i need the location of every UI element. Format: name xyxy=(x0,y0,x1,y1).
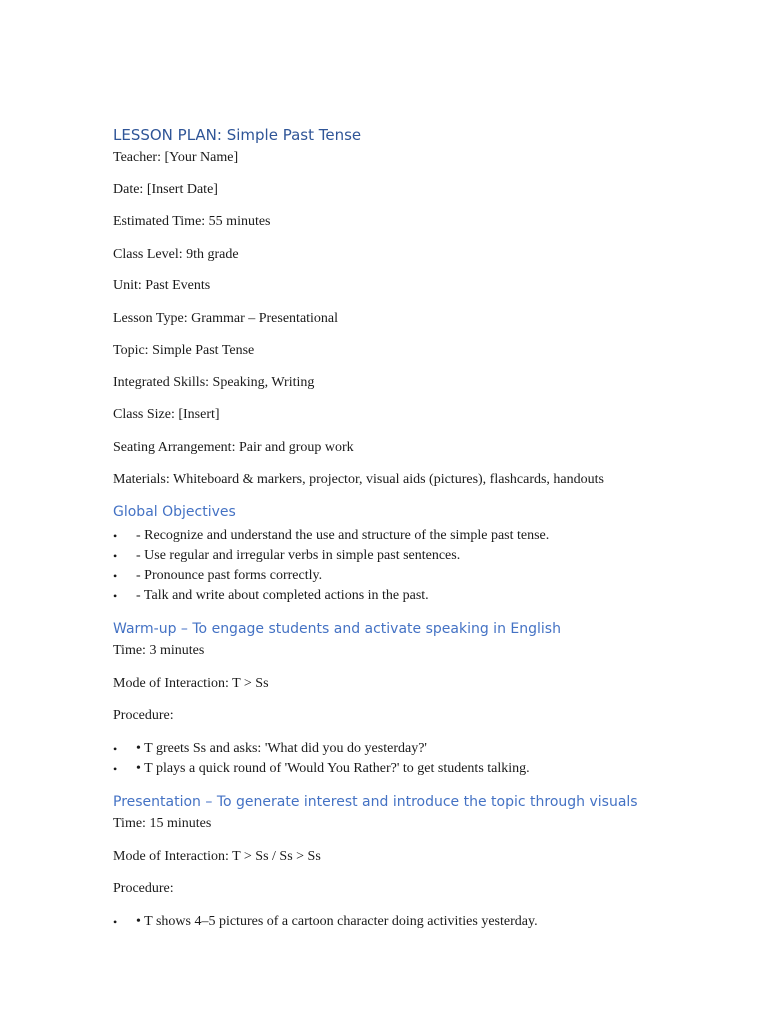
list-item-text: - Recognize and understand the use and structure of the simple past tense. xyxy=(136,528,550,543)
warmup-mode-line: Mode of Interaction: T > Ss xyxy=(113,676,269,691)
bullet-icon: • xyxy=(113,915,118,929)
list-item-text: • T plays a quick round of 'Would You Rather?' to get students talking. xyxy=(136,761,530,776)
materials-line: Materials: Whiteboard & markers, projector, visual aids (pictures), flashcards, handouts xyxy=(113,472,604,487)
list-item-text: - Use regular and irregular verbs in simple past sentences. xyxy=(136,548,461,563)
unit-line: Unit: Past Events xyxy=(113,278,211,293)
warmup-time-line: Time: 3 minutes xyxy=(113,643,205,658)
level-line: Class Level: 9th grade xyxy=(113,247,239,262)
class-size-line: Class Size: [Insert] xyxy=(113,407,220,422)
time-line: Estimated Time: 55 minutes xyxy=(113,214,271,229)
teacher-line: Teacher: [Your Name] xyxy=(113,150,239,165)
warmup-heading: Warm-up – To engage students and activate speaking in English xyxy=(113,621,561,637)
skills-line: Integrated Skills: Speaking, Writing xyxy=(113,375,315,390)
list-item-text: • T greets Ss and asks: 'What did you do yesterday?' xyxy=(136,741,427,756)
seating-line: Seating Arrangement: Pair and group work xyxy=(113,440,354,455)
bullet-icon: • xyxy=(113,529,118,543)
presentation-procedure-label: Procedure: xyxy=(113,881,174,896)
warmup-procedure-label: Procedure: xyxy=(113,708,174,723)
topic-line: Topic: Simple Past Tense xyxy=(113,343,255,358)
page-title: LESSON PLAN: Simple Past Tense xyxy=(113,126,362,144)
objectives-heading: Global Objectives xyxy=(113,504,236,520)
list-item-text: - Pronounce past forms correctly. xyxy=(136,568,323,583)
list-item-text: • T shows 4–5 pictures of a cartoon character doing activities yesterday. xyxy=(136,914,538,929)
list-item-text: - Talk and write about completed actions in the past. xyxy=(136,588,429,603)
lesson-type-line: Lesson Type: Grammar – Presentational xyxy=(113,311,339,326)
presentation-mode-line: Mode of Interaction: T > Ss / Ss > Ss xyxy=(113,849,321,864)
bullet-icon: • xyxy=(113,549,118,563)
presentation-heading: Presentation – To generate interest and introduce the topic through visuals xyxy=(113,794,638,810)
bullet-icon: • xyxy=(113,742,118,756)
presentation-time-line: Time: 15 minutes xyxy=(113,816,212,831)
bullet-icon: • xyxy=(113,569,118,583)
bullet-icon: • xyxy=(113,589,118,603)
bullet-icon: • xyxy=(113,762,118,776)
date-line: Date: [Insert Date] xyxy=(113,182,218,197)
